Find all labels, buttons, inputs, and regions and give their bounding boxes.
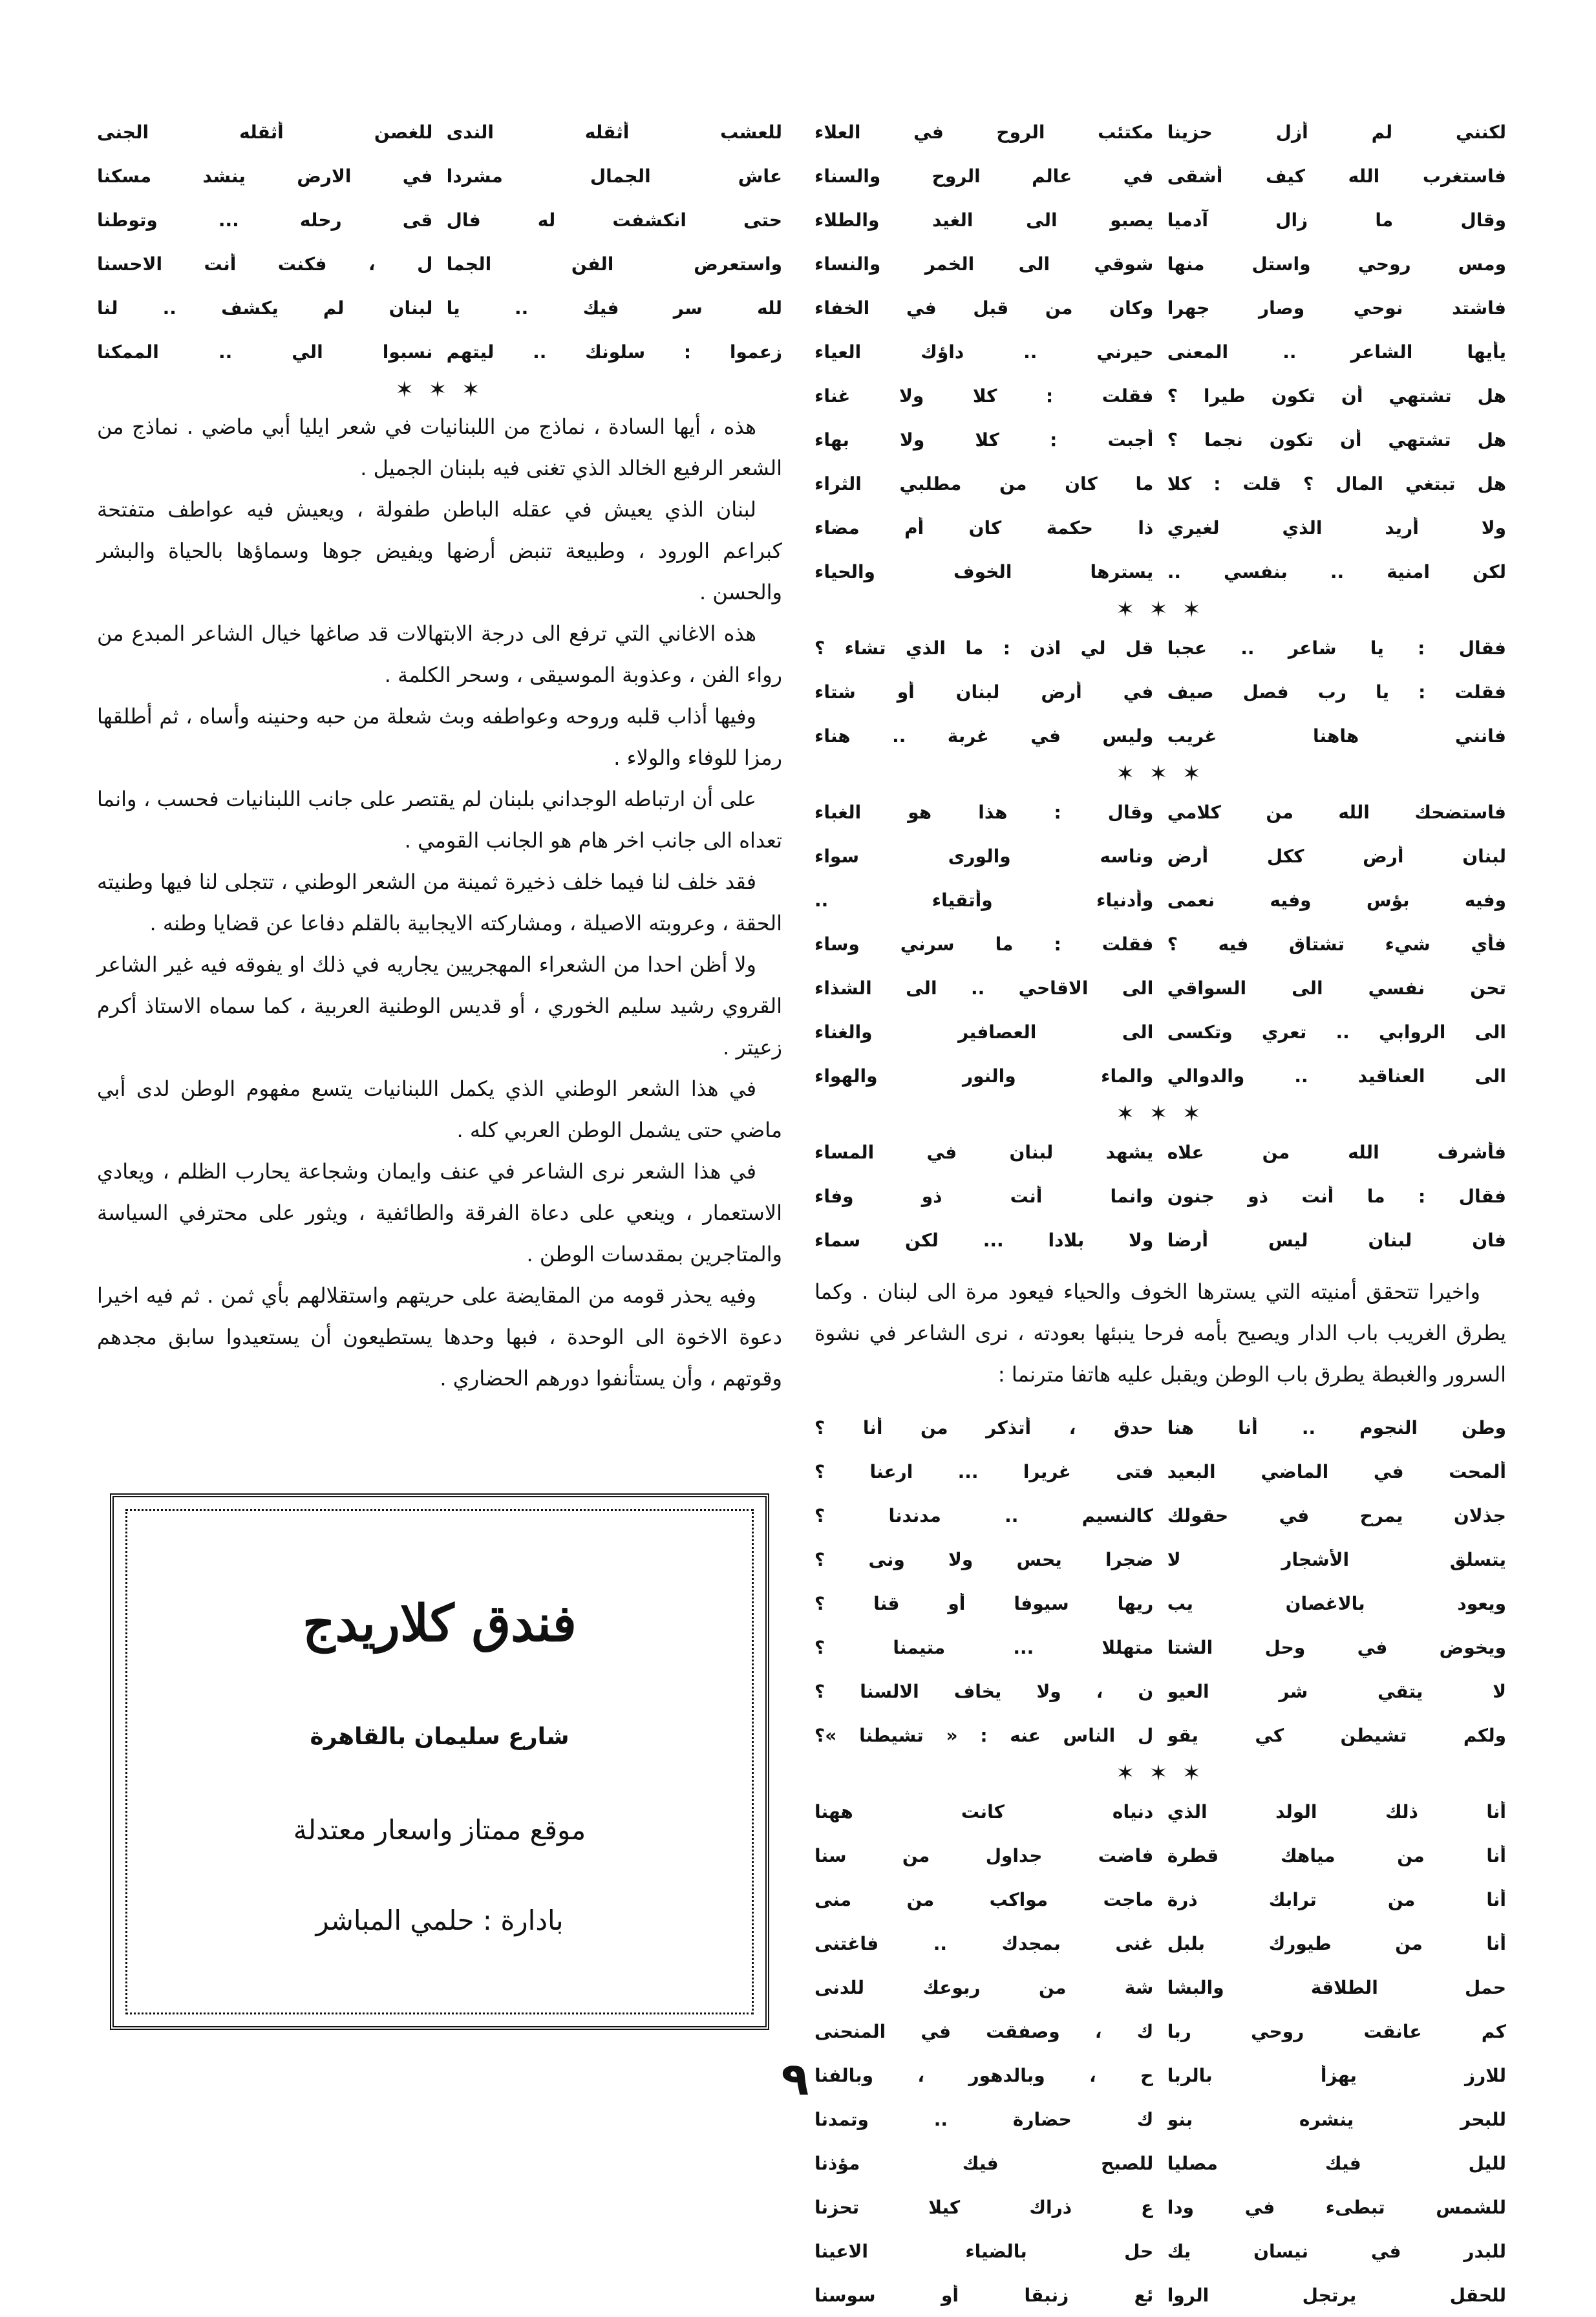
- verse-second-hemistich: فقلت : ما سرني وساء: [814, 933, 1154, 955]
- prose-paragraph: واخيرا تتحقق أمنيته التي يسترها الخوف والحياء فيعود مرة الى لبنان . وكما يطرق الغريب باب الدار ويصيح بأمه فرحا ينبئها بعودته ، نرى الشاعر في نشوة السرور والغبطة يطرق باب الوطن ويقبل عليه هاتفا مترنما :: [814, 1279, 1506, 1387]
- poem-verse: [814, 1789, 1506, 1833]
- verse-first-hemistich: وقال ما زال آدميا: [1167, 209, 1506, 231]
- verse-second-hemistich: ما كان من مطلبي الثراء: [814, 473, 1154, 495]
- essay-paragraph: في هذا الشعر نرى الشاعر في عنف وايمان وشجاعة يحارب الظلم ، ويعادي الاستعمار ، وينعي على دعاة الفرقة والطائفية ، ويثور على محترفي السياسة والمتاجرين بمقدسات الوطن .: [97, 1159, 782, 1266]
- poem-verse: [814, 2141, 1506, 2185]
- poem-verse: [97, 198, 782, 242]
- poem-verse: [814, 1669, 1506, 1713]
- poem-verse: [814, 1449, 1506, 1493]
- verse-first-hemistich: فانني هاهنا غريب: [1167, 725, 1506, 747]
- hotel-advertisement: [110, 1493, 769, 2030]
- verse-first-hemistich: فاستضحك الله من كلامي: [1167, 801, 1506, 823]
- poem-verse: [814, 2229, 1506, 2273]
- poem-verse: [814, 1833, 1506, 1877]
- verse-first-hemistich: فاستغرب الله كيف أشقى: [1167, 165, 1506, 187]
- verse-first-hemistich: لا يتقي شر العيو: [1167, 1680, 1506, 1702]
- verse-first-hemistich: ولكم تشيطن كي يقو: [1167, 1724, 1506, 1746]
- poem-verse: [97, 242, 782, 286]
- poem-stanza-5: [814, 1405, 1506, 1757]
- verse-second-hemistich: قل لي اذن : ما الذي تشاء ؟: [814, 637, 1154, 659]
- poem-verse: [814, 2273, 1506, 2317]
- poem-verse: [814, 1218, 1506, 1262]
- verse-first-hemistich: هل تشتهي أن تكون طيرا ؟: [1167, 385, 1506, 407]
- poem-verse: [814, 1054, 1506, 1098]
- verse-first-hemistich: لله سر فيك .. يا: [446, 297, 782, 319]
- poem-verse: [814, 242, 1506, 286]
- verse-first-hemistich: للشمس تبطىء في ودا: [1167, 2196, 1506, 2218]
- verse-first-hemistich: لكنني لم أزل حزينا: [1167, 121, 1506, 143]
- verse-first-hemistich: الى الروابي .. تعري وتكسى: [1167, 1021, 1506, 1043]
- verse-first-hemistich: للعشب أثقله الندى: [446, 121, 782, 143]
- poem-verse: [814, 626, 1506, 670]
- poem-verse: [814, 714, 1506, 758]
- verse-first-hemistich: فأشرف الله من علاه: [1167, 1141, 1506, 1163]
- verse-second-hemistich: حل بالضياء الاعينا: [814, 2240, 1154, 2262]
- verse-first-hemistich: أنا من مياهك قطرة: [1167, 1844, 1506, 1866]
- verse-first-hemistich: فقال : ما أنت ذو جنون: [1167, 1185, 1506, 1207]
- stars-divider: ✶ ✶ ✶: [1116, 761, 1205, 787]
- verse-second-hemistich: كالنسيم .. مدندنا ؟: [814, 1504, 1154, 1526]
- verse-first-hemistich: ويخوض في وحل الشتا: [1167, 1636, 1506, 1658]
- verse-first-hemistich: واستعرض الفن الجما: [446, 253, 782, 275]
- essay-paragraph: هذه الاغاني التي ترفع الى درجة الابتهالات قد صاغها خيال الشاعر المبدع من رواء الفن ، وعذوبة الموسيقى ، وسحر الكلمة .: [97, 621, 782, 687]
- poem-verse: [814, 2097, 1506, 2141]
- poem-verse: [814, 418, 1506, 462]
- verse-first-hemistich: حمل الطلاقة والبشا: [1167, 1976, 1506, 1998]
- poem-verse: [814, 154, 1506, 198]
- poem-verse: [814, 2053, 1506, 2097]
- verse-second-hemistich: في الارض ينشد مسكنا: [97, 165, 433, 187]
- verse-second-hemistich: وأدنياء وأتقياء ..: [814, 889, 1154, 911]
- poem-verse: [814, 834, 1506, 878]
- verse-second-hemistich: وناسه والورى سواء: [814, 845, 1154, 867]
- verse-first-hemistich: للبحر ينشره بنو: [1167, 2108, 1506, 2130]
- verse-second-hemistich: شوقي الى الخمر والنساء: [814, 253, 1154, 275]
- poem-verse: [814, 1921, 1506, 1965]
- verse-first-hemistich: وطن النجوم .. أنا هنا: [1167, 1416, 1506, 1438]
- poem-stanza-3: [814, 790, 1506, 1098]
- essay-paragraph: ولا أظن احدا من الشعراء المهجريين يجاريه في ذلك او يفوقه فيه غير الشاعر القروي رشيد سليم الخوري ، أو قديس الوطنية العربية ، كما سماه الاستاذ أكرم زعيتر .: [97, 952, 782, 1060]
- verse-second-hemistich: ماجت مواكب من منى: [814, 1888, 1154, 1910]
- poem-verse: [814, 1965, 1506, 2009]
- essay-text: [97, 406, 782, 1399]
- verse-second-hemistich: يسترها الخوف والحياء: [814, 561, 1154, 582]
- verse-second-hemistich: شة من ربوعك للدنى: [814, 1976, 1154, 1998]
- verse-first-hemistich: كم عانقت روحي ربا: [1167, 2020, 1506, 2042]
- verse-second-hemistich: نسبوا الي .. الممكنا: [97, 341, 433, 363]
- verse-first-hemistich: ألمحت في الماضي البعيد: [1167, 1460, 1506, 1482]
- verse-second-hemistich: متهللا ... متيمنا ؟: [814, 1636, 1154, 1658]
- verse-first-hemistich: فقلت : يا رب فصل صيف: [1167, 681, 1506, 703]
- poem-stanza-1: [814, 110, 1506, 593]
- stars-divider: ✶ ✶ ✶: [395, 377, 484, 403]
- verse-second-hemistich: لبنان لم يكشف .. لنا: [97, 297, 433, 319]
- verse-first-hemistich: لبنان أرض ككل أرض: [1167, 845, 1506, 867]
- verse-second-hemistich: ئع زنبقا أو سوسنا: [814, 2284, 1154, 2306]
- poem-verse: [814, 330, 1506, 374]
- poem-verse: [814, 462, 1506, 506]
- poem-verse: [97, 286, 782, 330]
- verse-first-hemistich: للحقل يرتجل الروا: [1167, 2284, 1506, 2306]
- verse-second-hemistich: ع ذراك كيلا تحزنا: [814, 2196, 1154, 2218]
- verse-first-hemistich: فاشتد نوحي وصار جهرا: [1167, 297, 1506, 319]
- verse-first-hemistich: ولا أريد الذي لغيري: [1167, 517, 1506, 539]
- poem-verse: [814, 1405, 1506, 1449]
- verse-second-hemistich: للغصن أثقله الجنى: [97, 121, 433, 143]
- verse-first-hemistich: فأي شيء تشتاق فيه ؟: [1167, 933, 1506, 955]
- poem-verse: [814, 966, 1506, 1010]
- verse-second-hemistich: وكان من قبل في الخفاء: [814, 297, 1154, 319]
- verse-second-hemistich: حيرني .. داؤك العياء: [814, 341, 1154, 363]
- ad-title: فندق كلاريدج: [303, 1594, 577, 1653]
- verse-second-hemistich: ك حضارة .. وتمدنا: [814, 2108, 1154, 2130]
- essay-paragraph: هذه ، أيها السادة ، نماذج من اللبنانيات في شعر ايليا أبي ماضي . نماذج من الشعر الرفيع الخالد الذي تغنى فيه بلبنان الجميل .: [97, 414, 782, 480]
- verse-second-hemistich: ولا بلادا ... لكن سماء: [814, 1229, 1154, 1251]
- verse-first-hemistich: حتى انكشفت له فال: [446, 209, 782, 231]
- poem-verse: [814, 1010, 1506, 1054]
- poem-verse: [97, 154, 782, 198]
- verse-first-hemistich: لكن امنية .. بنفسي ..: [1167, 561, 1506, 582]
- right-column: [814, 110, 1506, 2317]
- ad-street: شارع سليمان بالقاهرة: [310, 1724, 569, 1750]
- page-number: ٩: [781, 2053, 809, 2106]
- essay-paragraph: وفيها أذاب قلبه وروحه وعواطفه وبث شعلة من حبه وحنينه وأساه ، ثم أطلقها رمزا للوفاء والولاء .: [97, 704, 782, 770]
- verse-second-hemistich: دنياه كانت ههنا: [814, 1800, 1154, 1822]
- verse-second-hemistich: مكتئب الروح في العلاء: [814, 121, 1154, 143]
- poem-verse: [814, 878, 1506, 922]
- verse-second-hemistich: ريها سيوفا أو قنا ؟: [814, 1592, 1154, 1614]
- verse-second-hemistich: الى الاقاحي .. الى الشذاء: [814, 977, 1154, 999]
- poem-verse: [814, 790, 1506, 834]
- prose-transition: [814, 1271, 1506, 1395]
- poem-verse: [814, 286, 1506, 330]
- verse-second-hemistich: قى رحله ... وتوطنا: [97, 209, 433, 231]
- ad-description: موقع ممتاز واسعار معتدلة: [293, 1814, 586, 1846]
- poem-verse: [814, 1877, 1506, 1921]
- stars-divider: ✶ ✶ ✶: [1116, 597, 1205, 623]
- poem-verse: [814, 110, 1506, 154]
- stars-divider: ✶ ✶ ✶: [1116, 1760, 1205, 1786]
- verse-second-hemistich: أجبت : كلا ولا بهاء: [814, 429, 1154, 451]
- verse-second-hemistich: ل ، فكنت أنت الاحسنا: [97, 253, 433, 275]
- ad-manager: بادارة : حلمي المباشر: [315, 1905, 564, 1936]
- verse-first-hemistich: وفيه بؤس وفيه نعمى: [1167, 889, 1506, 911]
- essay-paragraph: لبنان الذي يعيش في عقله الباطن طفولة ، ويعيش فيه عواطف متفتحة كبراعم الورود ، وطبيعة تنبض أرضها ويفيض جوها وسماؤها بالحياة والبشر والحسن .: [97, 497, 782, 604]
- verse-first-hemistich: ويعود بالاغصان يب: [1167, 1592, 1506, 1614]
- verse-first-hemistich: للبدر في نيسان يك: [1167, 2240, 1506, 2262]
- poem-verse: [814, 670, 1506, 714]
- verse-first-hemistich: فقال : يا شاعر .. عجبا: [1167, 637, 1506, 659]
- verse-second-hemistich: في أرض لبنان أو شتاء: [814, 681, 1154, 703]
- poem-verse: [814, 1493, 1506, 1537]
- verse-second-hemistich: في عالم الروح والسناء: [814, 165, 1154, 187]
- left-column: [97, 110, 782, 1399]
- verse-second-hemistich: يصبو الى الغيد والطلاء: [814, 209, 1154, 231]
- poem-stanza-6: [814, 1789, 1506, 2317]
- poem-verse: [814, 1537, 1506, 1581]
- verse-first-hemistich: فان لبنان ليس أرضا: [1167, 1229, 1506, 1251]
- verse-first-hemistich: يتسلق الأشجار لا: [1167, 1548, 1506, 1570]
- verse-first-hemistich: ومس روحي واستل منها: [1167, 253, 1506, 275]
- verse-second-hemistich: وانما أنت ذو وفاء: [814, 1185, 1154, 1207]
- poem-verse: [97, 110, 782, 154]
- poem-verse: [814, 1130, 1506, 1174]
- verse-first-hemistich: هل تشتهي أن تكون نجما ؟: [1167, 429, 1506, 451]
- verse-first-hemistich: لليل فيك مصليا: [1167, 2152, 1506, 2174]
- verse-second-hemistich: ح ، وبالدهور ، وبالفنا: [814, 2064, 1154, 2086]
- verse-first-hemistich: الى العناقيد .. والدوالي: [1167, 1065, 1506, 1087]
- verse-second-hemistich: ك ، وصفقت في المنحنى: [814, 2020, 1154, 2042]
- verse-first-hemistich: أنا من طيورك بلبل: [1167, 1932, 1506, 1954]
- poem-stanza-4: [814, 1130, 1506, 1262]
- poem-stanza-2: [814, 626, 1506, 758]
- essay-paragraph: وفيه يحذر قومه من المقايضة على حريتهم واستقلالهم بأي ثمن . ثم فيه اخيرا دعوة الاخوة الى الوحدة ، فبها وحدها يستطيعون أن يستعيدوا سابق مجدهم وقوتهم ، وأن يستأنفوا دورهم الحضاري .: [97, 1283, 782, 1391]
- poem-verse: [814, 2009, 1506, 2053]
- poem-verse: [814, 2185, 1506, 2229]
- verse-first-hemistich: عاش الجمال مشردا: [446, 165, 782, 187]
- essay-paragraph: في هذا الشعر الوطني الذي يكمل اللبنانيات يتسع مفهوم الوطن لدى أبي ماضي حتى يشمل الوطن العربي كله .: [97, 1076, 782, 1142]
- verse-first-hemistich: يأيها الشاعر .. المعنى: [1167, 341, 1506, 363]
- essay-paragraph: فقد خلف لنا فيما خلف ذخيرة ثمينة من الشعر الوطني ، تتجلى لنا فيها وطنيته الحقة ، وعروبته الاصيلة ، ومشاركته الايجابية بالقلم دفاعا عن قضايا وطنه .: [97, 870, 782, 935]
- verse-first-hemistich: أنا ذلك الولد الذي: [1167, 1800, 1506, 1822]
- verse-second-hemistich: فقلت : كلا ولا غناء: [814, 385, 1154, 407]
- verse-first-hemistich: جذلان يمرح في حقولك: [1167, 1504, 1506, 1526]
- verse-first-hemistich: تحن نفسي الى السواقي: [1167, 977, 1506, 999]
- verse-second-hemistich: ل الناس عنه : « تشيطنا »؟: [814, 1724, 1154, 1746]
- poem-verse: [814, 1713, 1506, 1757]
- verse-second-hemistich: والماء والنور والهواء: [814, 1065, 1154, 1087]
- ad-dotted-border: [125, 1509, 754, 2014]
- poem-verse: [814, 1625, 1506, 1669]
- verse-second-hemistich: فتى غريرا ... ارعنا ؟: [814, 1460, 1154, 1482]
- verse-second-hemistich: الى العصافير والغناء: [814, 1021, 1154, 1043]
- verse-first-hemistich: هل تبتغي المال ؟ قلت : كلا: [1167, 473, 1506, 495]
- verse-second-hemistich: وليس في غربة .. هناء: [814, 725, 1154, 747]
- poem-verse: [814, 922, 1506, 966]
- poem-verse: [814, 1581, 1506, 1625]
- verse-second-hemistich: ذا حكمة كان أم مضاء: [814, 517, 1154, 539]
- verse-first-hemistich: زعموا : سلونك .. ليتهم: [446, 341, 782, 363]
- poem-verse: [814, 506, 1506, 550]
- verse-second-hemistich: غنى بمجدك .. فاغتنى: [814, 1932, 1154, 1954]
- verse-second-hemistich: ن ، ولا يخاف الالسنا ؟: [814, 1680, 1154, 1702]
- poem-verse: [814, 550, 1506, 593]
- verse-second-hemistich: حدق ، أتذكر من أنا ؟: [814, 1416, 1154, 1438]
- poem-verse: [814, 198, 1506, 242]
- stars-divider: ✶ ✶ ✶: [1116, 1101, 1205, 1127]
- verse-second-hemistich: وقال : هذا هو الغباء: [814, 801, 1154, 823]
- verse-second-hemistich: يشهد لبنان في المساء: [814, 1141, 1154, 1163]
- verse-first-hemistich: للارز يهزأ بالربا: [1167, 2064, 1506, 2086]
- verse-second-hemistich: فاضت جداول من سنا: [814, 1844, 1154, 1866]
- poem-verse: [814, 1174, 1506, 1218]
- verse-second-hemistich: للصبح فيك مؤذنا: [814, 2152, 1154, 2174]
- essay-paragraph: على أن ارتباطه الوجداني بلبنان لم يقتصر على جانب اللبنانيات فحسب ، وانما تعداه الى جانب اخر هام هو الجانب القومي .: [97, 787, 782, 853]
- verse-first-hemistich: أنا من ترابك ذرة: [1167, 1888, 1506, 1910]
- poem-verse: [814, 374, 1506, 418]
- poem-verse: [97, 330, 782, 374]
- verse-second-hemistich: ضجرا يحس ولا ونى ؟: [814, 1548, 1154, 1570]
- poem-left-stanza: [97, 110, 782, 374]
